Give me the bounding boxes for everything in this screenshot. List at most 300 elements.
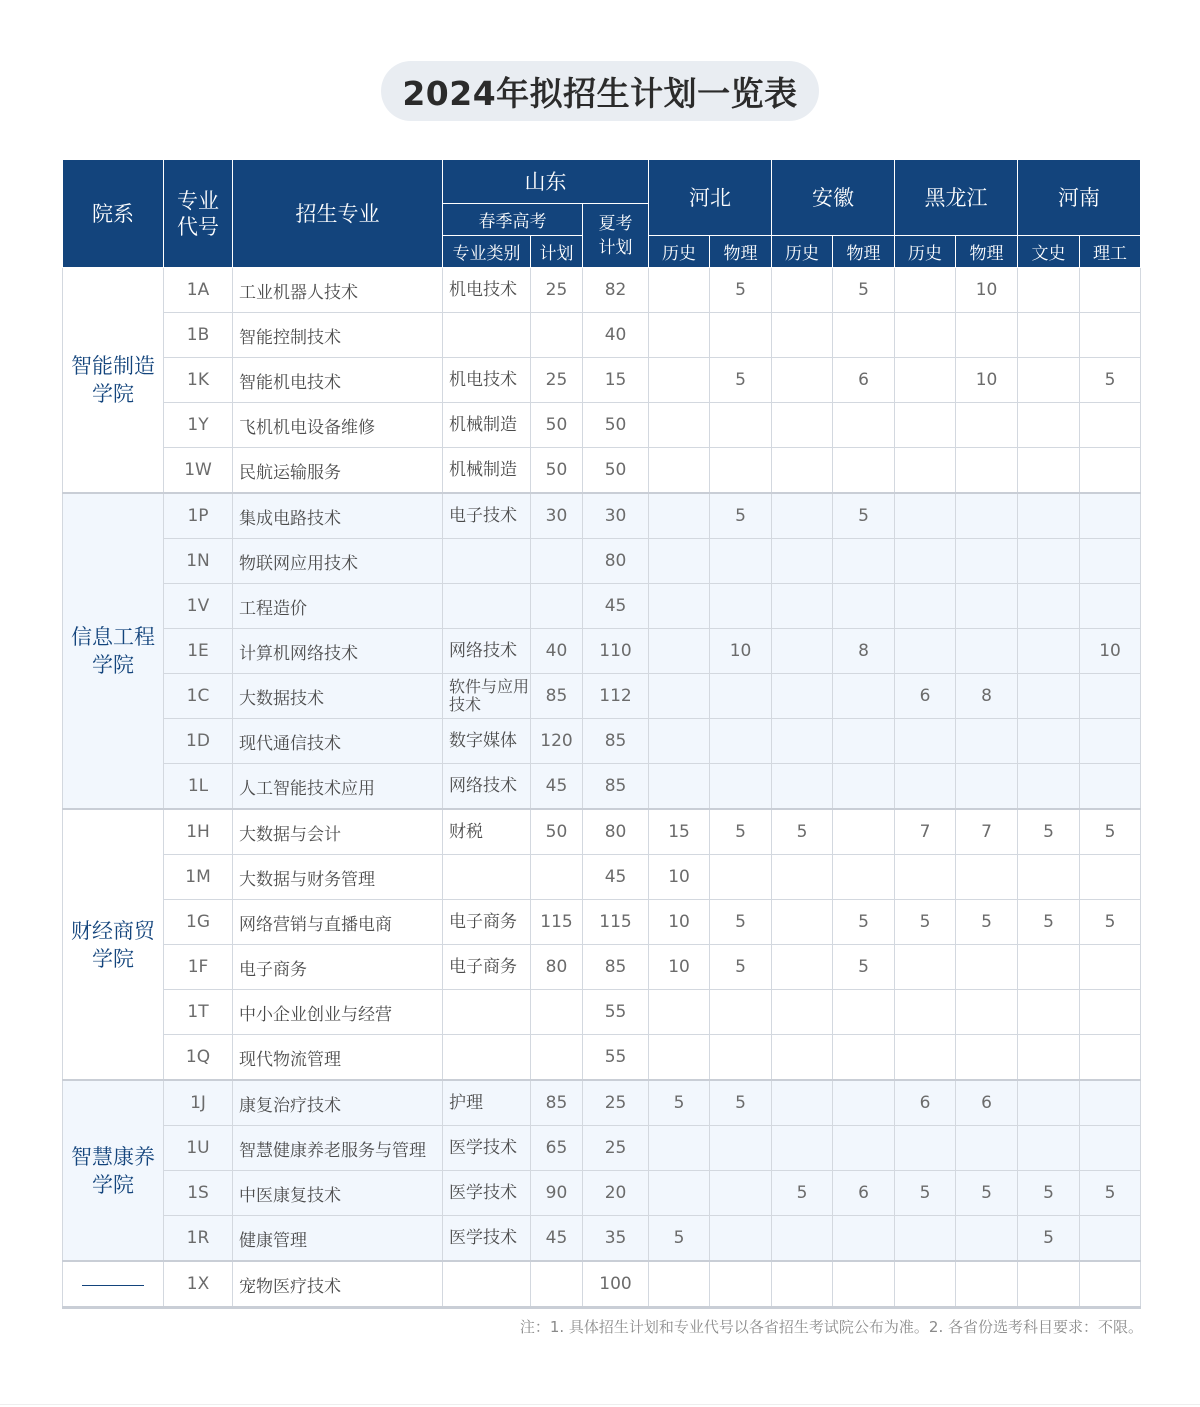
- cell-spring-plan: 25: [531, 268, 583, 313]
- cell-heilongjiang-physics: 8: [956, 674, 1018, 719]
- table-row: [63, 313, 1141, 358]
- header-anhui-history: 历史: [772, 236, 833, 268]
- cell-summer-plan: 85: [583, 719, 649, 764]
- cell-henan-science: [1080, 1126, 1141, 1171]
- table-row: [63, 809, 1141, 855]
- cell-anhui-physics: [833, 1216, 895, 1262]
- cell-henan-arts: [1018, 268, 1080, 313]
- cell-code: 1G: [164, 900, 233, 945]
- cell-code: 1P: [164, 493, 233, 539]
- cell-spring-plan: 45: [531, 1216, 583, 1262]
- title-pill: [381, 61, 819, 121]
- cell-category: [443, 990, 531, 1035]
- cell-heilongjiang-history: [895, 268, 956, 313]
- cell-spring-plan: [531, 539, 583, 584]
- cell-major: 网络营销与直播电商: [233, 900, 443, 945]
- college-name: 智慧康养学院: [71, 1144, 155, 1197]
- cell-anhui-physics: [833, 313, 895, 358]
- cell-henan-science: 10: [1080, 629, 1141, 674]
- cell-category: 电子技术: [443, 493, 531, 539]
- cell-code: 1M: [164, 855, 233, 900]
- cell-category: 数字媒体: [443, 719, 531, 764]
- cell-code: 1Q: [164, 1035, 233, 1081]
- cell-code: 1Y: [164, 403, 233, 448]
- header-college: 院系: [63, 160, 164, 268]
- table-row: [63, 945, 1141, 990]
- cell-henan-arts: 5: [1018, 1171, 1080, 1216]
- cell-spring-plan: 115: [531, 900, 583, 945]
- cell-summer-plan: 110: [583, 629, 649, 674]
- cell-heilongjiang-physics: [956, 855, 1018, 900]
- cell-anhui-history: 5: [772, 1171, 833, 1216]
- table-row: [63, 403, 1141, 448]
- cell-category: [443, 1261, 531, 1308]
- cell-henan-arts: [1018, 448, 1080, 494]
- cell-henan-science: 5: [1080, 809, 1141, 855]
- cell-henan-arts: 5: [1018, 809, 1080, 855]
- cell-hebei-physics: [710, 403, 772, 448]
- cell-code: 1A: [164, 268, 233, 313]
- cell-hebei-physics: 5: [710, 900, 772, 945]
- cell-category: 网络技术: [443, 629, 531, 674]
- cell-major: 智慧健康养老服务与管理: [233, 1126, 443, 1171]
- cell-major: 计算机网络技术: [233, 629, 443, 674]
- cell-major: 康复治疗技术: [233, 1080, 443, 1126]
- cell-category: [443, 539, 531, 584]
- cell-heilongjiang-history: [895, 945, 956, 990]
- cell-henan-arts: [1018, 1035, 1080, 1081]
- cell-heilongjiang-history: 5: [895, 1171, 956, 1216]
- cell-major: 飞机机电设备维修: [233, 403, 443, 448]
- header-hebei: 河北: [649, 160, 772, 236]
- cell-hebei-history: [649, 268, 710, 313]
- footer-divider: [0, 1404, 1200, 1405]
- cell-heilongjiang-physics: [956, 629, 1018, 674]
- cell-heilongjiang-history: [895, 493, 956, 539]
- cell-anhui-history: 5: [772, 809, 833, 855]
- cell-heilongjiang-history: [895, 539, 956, 584]
- cell-henan-arts: [1018, 719, 1080, 764]
- cell-heilongjiang-physics: [956, 1035, 1018, 1081]
- cell-heilongjiang-history: [895, 629, 956, 674]
- cell-spring-plan: 90: [531, 1171, 583, 1216]
- cell-hebei-physics: 5: [710, 268, 772, 313]
- cell-henan-arts: 5: [1018, 900, 1080, 945]
- cell-summer-plan: 40: [583, 313, 649, 358]
- cell-category: 电子商务: [443, 900, 531, 945]
- cell-heilongjiang-history: [895, 358, 956, 403]
- cell-category: 医学技术: [443, 1216, 531, 1262]
- header-hebei-physics: 物理: [710, 236, 772, 268]
- cell-henan-science: [1080, 1080, 1141, 1126]
- cell-anhui-history: [772, 1126, 833, 1171]
- footnote: 注：1. 具体招生计划和专业代号以各省招生考试院公布为准。2. 各省份选考科目要求：不限。: [519, 1318, 1143, 1336]
- cell-spring-plan: 85: [531, 674, 583, 719]
- cell-henan-science: [1080, 268, 1141, 313]
- header-heilongjiang-physics: 物理: [956, 236, 1018, 268]
- college-cell: [63, 809, 164, 1080]
- cell-hebei-physics: [710, 719, 772, 764]
- table-row: [63, 1080, 1141, 1126]
- table-row: [63, 493, 1141, 539]
- cell-anhui-physics: [833, 584, 895, 629]
- table-row: [63, 1171, 1141, 1216]
- table-row: [63, 358, 1141, 403]
- cell-summer-plan: 100: [583, 1261, 649, 1308]
- cell-summer-plan: 82: [583, 268, 649, 313]
- cell-major: 中医康复技术: [233, 1171, 443, 1216]
- cell-henan-arts: [1018, 990, 1080, 1035]
- cell-henan-arts: [1018, 1080, 1080, 1126]
- cell-code: 1L: [164, 764, 233, 810]
- cell-category: [443, 313, 531, 358]
- cell-hebei-history: 5: [649, 1216, 710, 1262]
- cell-anhui-physics: [833, 1080, 895, 1126]
- cell-henan-science: [1080, 403, 1141, 448]
- cell-code: 1V: [164, 584, 233, 629]
- cell-heilongjiang-physics: [956, 493, 1018, 539]
- college-name: 信息工程学院: [71, 625, 155, 677]
- header-plan: 计划: [531, 236, 583, 268]
- cell-heilongjiang-physics: 10: [956, 268, 1018, 313]
- cell-anhui-physics: [833, 448, 895, 494]
- cell-category: 机械制造: [443, 448, 531, 494]
- cell-category: 医学技术: [443, 1171, 531, 1216]
- cell-heilongjiang-physics: 10: [956, 358, 1018, 403]
- cell-anhui-history: [772, 358, 833, 403]
- cell-heilongjiang-history: 7: [895, 809, 956, 855]
- cell-anhui-history: [772, 493, 833, 539]
- cell-anhui-history: [772, 268, 833, 313]
- cell-henan-arts: 5: [1018, 1216, 1080, 1262]
- cell-anhui-physics: 5: [833, 493, 895, 539]
- cell-henan-science: [1080, 1216, 1141, 1262]
- cell-spring-plan: 50: [531, 809, 583, 855]
- cell-anhui-physics: 5: [833, 268, 895, 313]
- cell-major: 工程造价: [233, 584, 443, 629]
- cell-hebei-physics: 10: [710, 629, 772, 674]
- page-title: 2024年拟招生计划一览表: [402, 73, 798, 113]
- cell-heilongjiang-physics: [956, 719, 1018, 764]
- cell-major: 大数据技术: [233, 674, 443, 719]
- cell-hebei-history: [649, 1171, 710, 1216]
- cell-henan-science: [1080, 448, 1141, 494]
- cell-heilongjiang-history: [895, 764, 956, 810]
- cell-spring-plan: 30: [531, 493, 583, 539]
- cell-henan-science: 5: [1080, 900, 1141, 945]
- header-henan: 河南: [1018, 160, 1141, 236]
- cell-anhui-history: [772, 448, 833, 494]
- cell-hebei-physics: 5: [710, 1080, 772, 1126]
- cell-hebei-history: [649, 719, 710, 764]
- cell-anhui-history: [772, 945, 833, 990]
- cell-heilongjiang-history: [895, 1035, 956, 1081]
- cell-hebei-history: 5: [649, 1080, 710, 1126]
- table-row: [63, 990, 1141, 1035]
- cell-major: 民航运输服务: [233, 448, 443, 494]
- cell-code: 1F: [164, 945, 233, 990]
- cell-spring-plan: [531, 990, 583, 1035]
- cell-heilongjiang-physics: [956, 764, 1018, 810]
- cell-hebei-physics: [710, 539, 772, 584]
- cell-summer-plan: 85: [583, 945, 649, 990]
- enrollment-plan-table: [62, 159, 1141, 1309]
- table-row: [63, 1126, 1141, 1171]
- header-major: 招生专业: [233, 160, 443, 268]
- cell-heilongjiang-physics: [956, 1261, 1018, 1308]
- cell-heilongjiang-physics: 7: [956, 809, 1018, 855]
- table-row: [63, 268, 1141, 313]
- cell-hebei-physics: [710, 764, 772, 810]
- cell-hebei-physics: [710, 1035, 772, 1081]
- cell-summer-plan: 45: [583, 584, 649, 629]
- cell-spring-plan: [531, 584, 583, 629]
- cell-code: 1W: [164, 448, 233, 494]
- cell-summer-plan: 85: [583, 764, 649, 810]
- cell-anhui-history: [772, 855, 833, 900]
- cell-summer-plan: 112: [583, 674, 649, 719]
- cell-hebei-physics: [710, 990, 772, 1035]
- cell-henan-science: [1080, 584, 1141, 629]
- cell-spring-plan: 40: [531, 629, 583, 674]
- cell-henan-arts: [1018, 629, 1080, 674]
- cell-code: 1E: [164, 629, 233, 674]
- cell-henan-arts: [1018, 674, 1080, 719]
- cell-henan-science: 5: [1080, 358, 1141, 403]
- header-code: 专业代号: [164, 160, 233, 268]
- cell-anhui-physics: [833, 764, 895, 810]
- cell-hebei-history: [649, 990, 710, 1035]
- cell-major: 电子商务: [233, 945, 443, 990]
- cell-henan-arts: [1018, 539, 1080, 584]
- cell-code: 1R: [164, 1216, 233, 1262]
- cell-heilongjiang-physics: [956, 584, 1018, 629]
- cell-summer-plan: 50: [583, 403, 649, 448]
- cell-anhui-physics: [833, 1035, 895, 1081]
- cell-hebei-history: [649, 629, 710, 674]
- cell-hebei-physics: [710, 1171, 772, 1216]
- cell-henan-arts: [1018, 403, 1080, 448]
- cell-major: 大数据与财务管理: [233, 855, 443, 900]
- cell-heilongjiang-history: [895, 313, 956, 358]
- cell-anhui-history: [772, 1216, 833, 1262]
- cell-hebei-history: [649, 674, 710, 719]
- cell-category: 机械制造: [443, 403, 531, 448]
- cell-summer-plan: 50: [583, 448, 649, 494]
- cell-heilongjiang-physics: [956, 313, 1018, 358]
- cell-hebei-history: [649, 1126, 710, 1171]
- cell-anhui-history: [772, 764, 833, 810]
- cell-anhui-history: [772, 1261, 833, 1308]
- cell-heilongjiang-physics: 6: [956, 1080, 1018, 1126]
- cell-anhui-physics: [833, 539, 895, 584]
- header-henan-science: 理工: [1080, 236, 1141, 268]
- cell-major: 物联网应用技术: [233, 539, 443, 584]
- table-row: [63, 539, 1141, 584]
- cell-hebei-history: 10: [649, 945, 710, 990]
- cell-major: 人工智能技术应用: [233, 764, 443, 810]
- cell-henan-science: [1080, 674, 1141, 719]
- college-cell-empty: [63, 1261, 164, 1308]
- table-row: [63, 1035, 1141, 1081]
- cell-hebei-physics: 5: [710, 809, 772, 855]
- cell-henan-science: [1080, 945, 1141, 990]
- table-row: [63, 855, 1141, 900]
- cell-code: 1B: [164, 313, 233, 358]
- college-name: 智能制造学院: [71, 354, 155, 406]
- cell-spring-plan: [531, 313, 583, 358]
- cell-hebei-physics: [710, 584, 772, 629]
- cell-summer-plan: 80: [583, 539, 649, 584]
- cell-hebei-physics: [710, 674, 772, 719]
- cell-anhui-history: [772, 1035, 833, 1081]
- cell-hebei-history: [649, 539, 710, 584]
- cell-major: 健康管理: [233, 1216, 443, 1262]
- cell-category: 护理: [443, 1080, 531, 1126]
- cell-hebei-physics: 5: [710, 358, 772, 403]
- cell-henan-arts: [1018, 945, 1080, 990]
- cell-hebei-physics: [710, 1216, 772, 1262]
- table-body: [63, 268, 1141, 1308]
- cell-hebei-history: 10: [649, 855, 710, 900]
- cell-heilongjiang-history: [895, 990, 956, 1035]
- cell-major: 智能机电技术: [233, 358, 443, 403]
- cell-code: 1J: [164, 1080, 233, 1126]
- table-row: [63, 764, 1141, 810]
- cell-hebei-physics: 5: [710, 945, 772, 990]
- cell-major: 集成电路技术: [233, 493, 443, 539]
- cell-anhui-history: [772, 900, 833, 945]
- college-cell: [63, 1080, 164, 1261]
- cell-spring-plan: 50: [531, 403, 583, 448]
- cell-summer-plan: 45: [583, 855, 649, 900]
- college-name: 财经商贸学院: [71, 918, 155, 971]
- cell-spring-plan: 25: [531, 358, 583, 403]
- cell-hebei-history: [649, 313, 710, 358]
- cell-summer-plan: 115: [583, 900, 649, 945]
- cell-anhui-history: [772, 1080, 833, 1126]
- cell-heilongjiang-history: [895, 1216, 956, 1262]
- cell-major: 大数据与会计: [233, 809, 443, 855]
- cell-anhui-physics: [833, 1261, 895, 1308]
- cell-major: 智能控制技术: [233, 313, 443, 358]
- cell-spring-plan: 50: [531, 448, 583, 494]
- cell-code: 1K: [164, 358, 233, 403]
- cell-henan-arts: [1018, 1126, 1080, 1171]
- cell-spring-plan: 80: [531, 945, 583, 990]
- cell-hebei-history: 15: [649, 809, 710, 855]
- cell-heilongjiang-history: [895, 1126, 956, 1171]
- cell-anhui-physics: [833, 1126, 895, 1171]
- cell-hebei-physics: [710, 448, 772, 494]
- cell-heilongjiang-physics: [956, 448, 1018, 494]
- cell-anhui-physics: 8: [833, 629, 895, 674]
- cell-anhui-history: [772, 990, 833, 1035]
- cell-anhui-physics: 5: [833, 900, 895, 945]
- cell-heilongjiang-physics: [956, 539, 1018, 584]
- cell-henan-arts: [1018, 358, 1080, 403]
- cell-heilongjiang-physics: [956, 403, 1018, 448]
- cell-category: [443, 584, 531, 629]
- cell-spring-plan: [531, 1261, 583, 1308]
- header-category: 专业类别: [443, 236, 531, 268]
- cell-hebei-physics: [710, 1126, 772, 1171]
- cell-code: 1C: [164, 674, 233, 719]
- cell-spring-plan: 120: [531, 719, 583, 764]
- cell-category: 机电技术: [443, 268, 531, 313]
- cell-summer-plan: 30: [583, 493, 649, 539]
- cell-major: 宠物医疗技术: [233, 1261, 443, 1308]
- table-row: [63, 674, 1141, 719]
- cell-heilongjiang-physics: [956, 990, 1018, 1035]
- cell-major: 工业机器人技术: [233, 268, 443, 313]
- cell-hebei-history: [649, 764, 710, 810]
- cell-major: 中小企业创业与经营: [233, 990, 443, 1035]
- cell-anhui-physics: [833, 990, 895, 1035]
- cell-hebei-history: [649, 1261, 710, 1308]
- cell-category: 网络技术: [443, 764, 531, 810]
- cell-hebei-history: [649, 584, 710, 629]
- table-row: [63, 448, 1141, 494]
- cell-heilongjiang-history: 5: [895, 900, 956, 945]
- cell-anhui-physics: [833, 719, 895, 764]
- cell-spring-plan: 65: [531, 1126, 583, 1171]
- cell-henan-arts: [1018, 584, 1080, 629]
- cell-hebei-history: [649, 1035, 710, 1081]
- cell-code: 1U: [164, 1126, 233, 1171]
- cell-hebei-history: [649, 448, 710, 494]
- cell-summer-plan: 55: [583, 1035, 649, 1081]
- cell-heilongjiang-history: 6: [895, 1080, 956, 1126]
- cell-anhui-physics: [833, 855, 895, 900]
- cell-henan-science: [1080, 1035, 1141, 1081]
- cell-henan-arts: [1018, 1261, 1080, 1308]
- cell-summer-plan: 80: [583, 809, 649, 855]
- cell-heilongjiang-physics: [956, 1216, 1018, 1262]
- cell-category: 财税: [443, 809, 531, 855]
- cell-hebei-history: [649, 403, 710, 448]
- cell-category: 机电技术: [443, 358, 531, 403]
- cell-heilongjiang-history: [895, 719, 956, 764]
- cell-summer-plan: 55: [583, 990, 649, 1035]
- cell-henan-arts: [1018, 855, 1080, 900]
- cell-henan-science: [1080, 539, 1141, 584]
- cell-heilongjiang-history: [895, 448, 956, 494]
- cell-heilongjiang-physics: [956, 1126, 1018, 1171]
- cell-heilongjiang-physics: 5: [956, 1171, 1018, 1216]
- cell-henan-science: [1080, 990, 1141, 1035]
- college-cell: [63, 268, 164, 494]
- cell-henan-arts: [1018, 313, 1080, 358]
- college-cell: [63, 493, 164, 809]
- cell-anhui-physics: 6: [833, 1171, 895, 1216]
- cell-spring-plan: 85: [531, 1080, 583, 1126]
- header-anhui: 安徽: [772, 160, 895, 236]
- cell-code: 1X: [164, 1261, 233, 1308]
- cell-hebei-history: [649, 493, 710, 539]
- cell-henan-science: 5: [1080, 1171, 1141, 1216]
- table-row: [63, 900, 1141, 945]
- cell-category: [443, 1035, 531, 1081]
- cell-heilongjiang-history: [895, 403, 956, 448]
- cell-code: 1D: [164, 719, 233, 764]
- header-heilongjiang: 黑龙江: [895, 160, 1018, 236]
- cell-anhui-physics: 6: [833, 358, 895, 403]
- cell-category: 医学技术: [443, 1126, 531, 1171]
- header-henan-arts: 文史: [1018, 236, 1080, 268]
- cell-anhui-history: [772, 313, 833, 358]
- cell-code: 1T: [164, 990, 233, 1035]
